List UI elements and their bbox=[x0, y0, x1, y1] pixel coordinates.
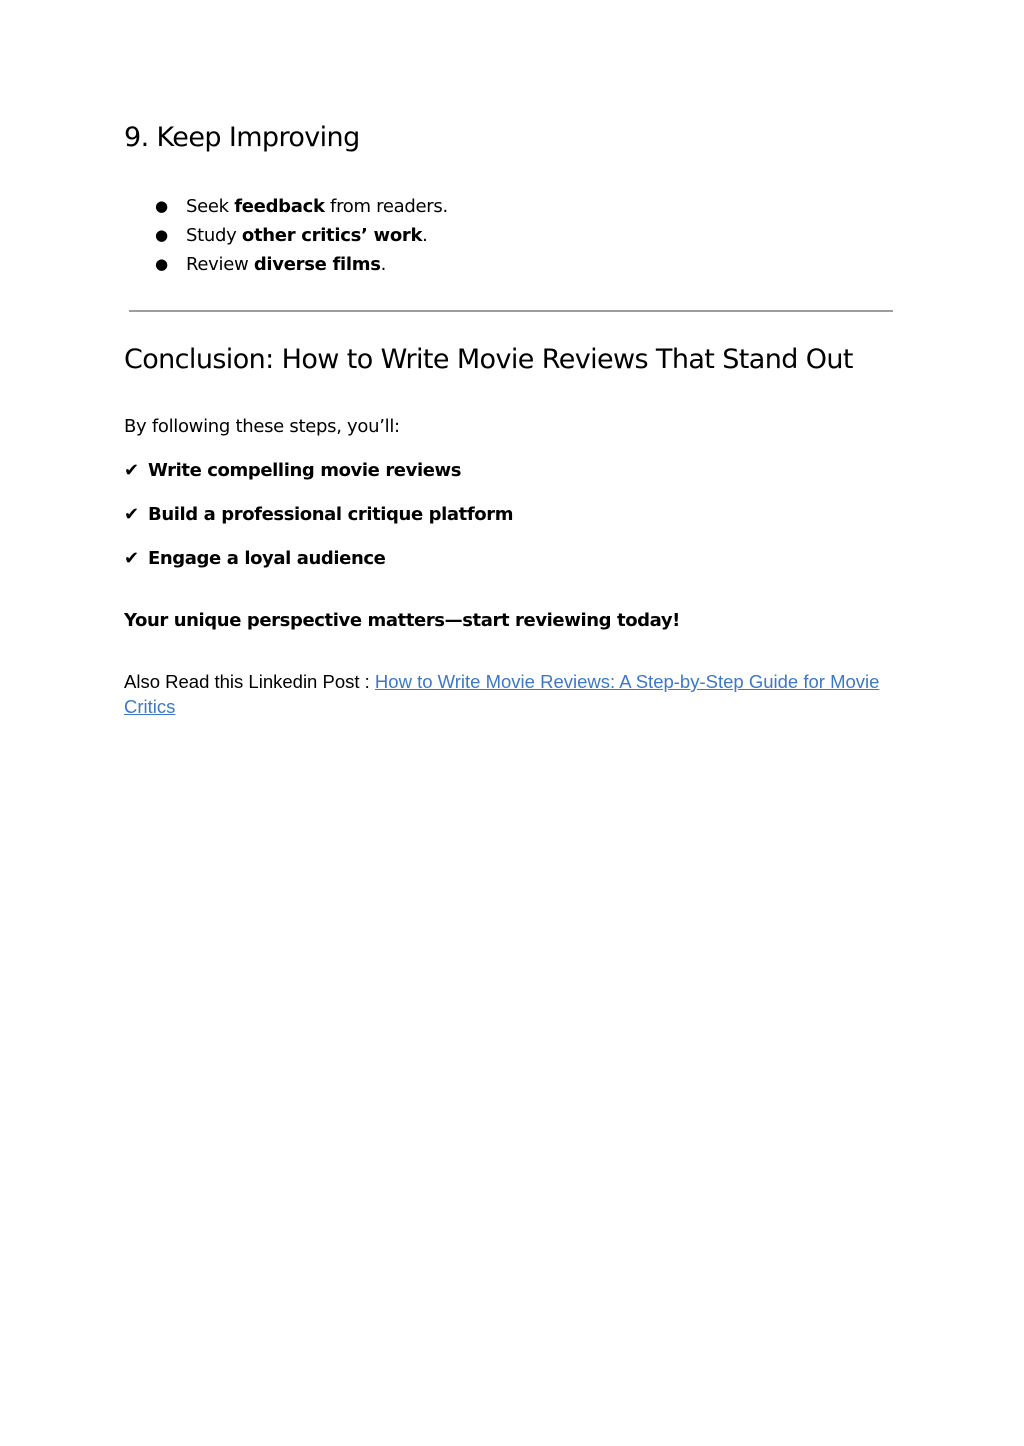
bullet-suffix: . bbox=[380, 254, 387, 275]
linkedin-post-link[interactable]: How to Write Movie Reviews: A Step-by-Step Guide for Movie Critics bbox=[124, 671, 880, 717]
checklist-text: Engage a loyal audience bbox=[148, 548, 386, 569]
bullet-icon: ● bbox=[155, 226, 168, 244]
checkmark-icon: ✔ bbox=[124, 460, 139, 481]
also-read-label: Also Read this Linkedin Post : bbox=[124, 671, 375, 692]
bullet-suffix: from readers. bbox=[324, 196, 448, 217]
bullet-prefix: Seek bbox=[186, 196, 235, 217]
horizontal-divider bbox=[129, 310, 893, 312]
closing-statement: Your unique perspective matters—start reviewing today! bbox=[124, 610, 680, 631]
checkmark-icon: ✔ bbox=[124, 504, 139, 525]
bullet-emphasis: diverse films bbox=[253, 254, 381, 275]
also-read-paragraph bbox=[124, 669, 904, 719]
checklist-text: Write compelling movie reviews bbox=[148, 460, 462, 481]
checklist-text: Build a professional critique platform bbox=[148, 504, 514, 525]
conclusion-heading: Conclusion: How to Write Movie Reviews That Stand Out bbox=[124, 344, 853, 375]
checkmark-icon: ✔ bbox=[124, 548, 139, 569]
conclusion-intro: By following these steps, you’ll: bbox=[124, 416, 400, 437]
section-heading: 9. Keep Improving bbox=[124, 122, 360, 153]
bullet-text bbox=[186, 192, 448, 221]
checklist-item bbox=[124, 460, 461, 481]
bullet-text bbox=[186, 250, 386, 279]
bullet-text bbox=[186, 221, 428, 250]
bullet-suffix: . bbox=[422, 225, 428, 246]
bullet-emphasis: feedback bbox=[234, 196, 325, 217]
bullet-icon: ● bbox=[155, 197, 168, 215]
bullet-emphasis: other critics’ work bbox=[241, 225, 423, 246]
checklist-item bbox=[124, 548, 385, 569]
checklist-item bbox=[124, 504, 513, 525]
bullet-prefix: Review bbox=[186, 254, 254, 275]
bullet-prefix: Study bbox=[186, 225, 242, 246]
bullet-icon: ● bbox=[155, 255, 168, 273]
